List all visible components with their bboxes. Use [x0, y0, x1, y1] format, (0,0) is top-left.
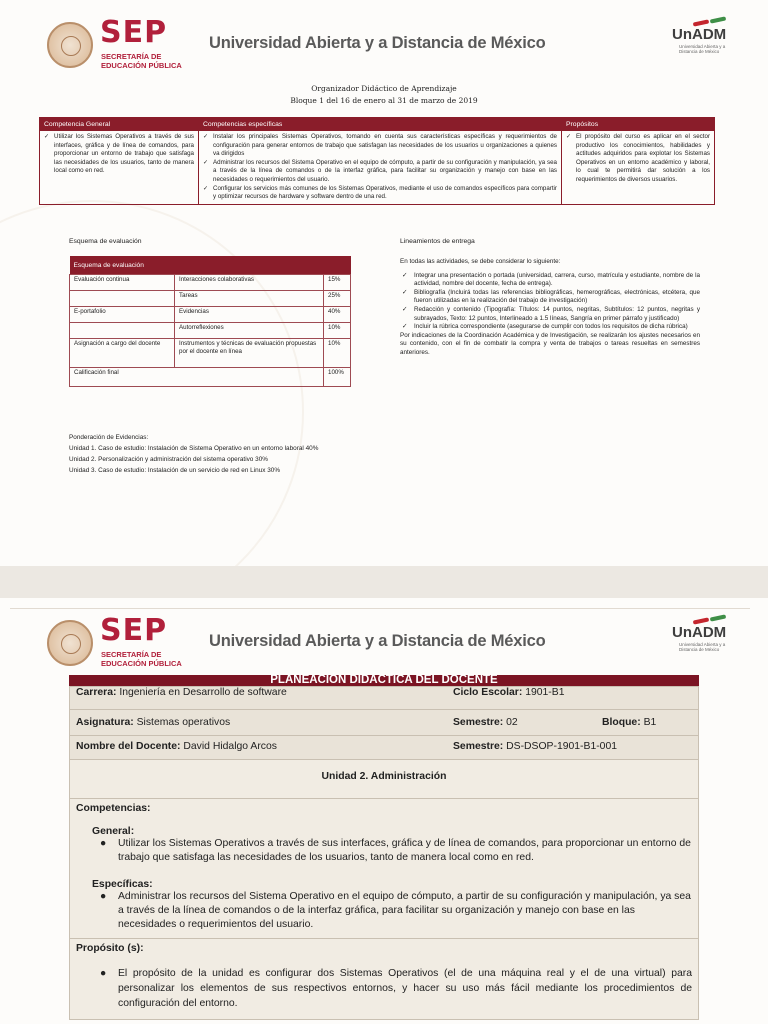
list-item [100, 890, 692, 932]
carrera-label: Carrera: [76, 687, 117, 698]
evaluation-table-header: Esquema de evaluación [70, 256, 351, 275]
sep-sub-line-2: EDUCACIÓN PÚBLICA [101, 61, 182, 70]
checkmark-icon: ✓ [402, 288, 408, 296]
eval-item: Interacciones colaborativas [175, 275, 324, 291]
especifica-item: Administrar los recursos del Sistema Operativo en el equipo de cómputo, a partir de su configuración y manipulación, ya sea a través de la línea de comandos o de la interfaz gráfica, para facilitar su organización y manejo con base en las necesidades o requerimientos del usuario. [213, 158, 557, 183]
page-header [0, 598, 768, 678]
lineamientos-section [400, 258, 700, 358]
especificas-text: Administrar los recursos del Sistema Operativo en el equipo de cómputo, a partir de su configuración y manipulación, ya sea a través de la línea de comandos o de la interfaz gráfica, para facilitar su organización y manejo con base en las necesidades o requerimientos del usuario. [118, 891, 691, 930]
eval-item: Autorreflexiones [175, 323, 324, 339]
general-text: Utilizar los Sistemas Operativos a través de sus interfaces, gráfica y de línea de comandos, para proporcionar un entorno de trabajo que satisfaga las necesidades de los usuarios, tanto de manera local como en red. [118, 838, 691, 863]
university-title: Universidad Abierta y a Distancia de México [209, 632, 546, 650]
lineamientos-title: Lineamientos de entrega [400, 238, 475, 245]
row-competencias [69, 799, 699, 939]
grupo-value: DS-DSOP-1901-B1-001 [506, 741, 618, 752]
especifica-item: Instalar los principales Sistemas Operativos, tomando en cuenta sus características específicas y requerimientos de configuración para generar entornos de trabajo que satisfagan las necesidades de los usuarios u organizaciones a quienes va dirigidos [213, 133, 557, 158]
table-row [70, 291, 351, 307]
lineamientos-note: Por indicaciones de la Coordinación Académica y de Investigación, se realizarán los ajustes necesarios en su contenido, con el fin de combatir la compra y venta de trabajos o tareas resueltas en semestres anteriores. [400, 331, 700, 356]
final-grade-percent: 100% [324, 368, 351, 387]
unadm-sub-2: Distancia de México [679, 647, 720, 652]
evaluation-label: Esquema de evaluación [69, 238, 142, 245]
list-item [100, 966, 692, 1011]
evaluation-table [69, 256, 351, 387]
eval-category: Asignación a cargo del docente [70, 339, 175, 368]
table-row [70, 275, 351, 291]
competencias-label: Competencias: [76, 803, 151, 814]
unadm-swoosh-green-icon [710, 614, 726, 621]
ciclo-value: 1901-B1 [525, 687, 565, 698]
planeacion-title: PLANEACIÓN DIDÁCTICA DEL DOCENTE [69, 675, 699, 686]
checkmark-icon: ✓ [203, 133, 209, 140]
col-header-general: Competencia General [40, 118, 199, 131]
unidad-title: Unidad 2. Administración [321, 771, 447, 782]
lineamiento-text: Incluir la rúbrica correspondiente (asegurarse de cumplir con todos los requisitos de dicha rúbrica) [414, 323, 688, 331]
final-grade-label: Calificación final [70, 368, 324, 387]
eval-category: Evaluación continua [70, 275, 175, 291]
cell-general [40, 131, 199, 205]
grupo-label: Semestre: [453, 741, 504, 752]
page-gap [0, 566, 768, 598]
government-seal-icon [47, 22, 93, 68]
semestre-label: Semestre: [453, 717, 504, 728]
bloque-value: B1 [643, 717, 657, 728]
eval-category [70, 323, 175, 339]
bullet-icon: ● [100, 838, 107, 849]
cell-especificas [199, 131, 562, 205]
list-item [402, 306, 700, 323]
proposito-text: El propósito del curso es aplicar en el sector productivo los conocimientos, habilidades y actitudes adquiridos para explotar los Sistemas Operativos en un entorno académico y laboral, lo cual te permitirá dar solución a los requerimientos de diversos usuarios. [576, 133, 710, 183]
row-docente [69, 736, 699, 760]
unadm-swoosh-green-icon [710, 16, 726, 23]
ponderacion-title: Ponderación de Evidencias: [69, 434, 149, 441]
checkmark-icon: ✓ [203, 158, 209, 166]
eval-percent: 10% [324, 323, 351, 339]
unadm-logo-subtitle [679, 44, 725, 54]
row-carrera [69, 686, 699, 710]
lineamiento-text: Redacción y contenido (Tipografía: Títulos: 14 puntos, negritas, Subtítulos: 12 puntos, negritas y subrayados, Texto: 12 puntos, Interlineado a 1.5 líneas, Sangría en primer párrafo y justificado) [414, 305, 700, 322]
semestre-value: 02 [506, 717, 518, 728]
ponderacion-line: Unidad 2. Personalización y administración del sistema operativo 30% [69, 456, 268, 463]
table-row [70, 307, 351, 323]
checkmark-icon: ✓ [402, 305, 408, 313]
carrera-value: Ingeniería en Desarrollo de software [119, 687, 287, 698]
list-item [100, 837, 692, 865]
col-header-especificas: Competencias específicas [199, 118, 562, 131]
sep-sub-line-1: SECRETARÍA DE [101, 650, 162, 659]
unadm-sub-1: Universidad Abierta y a [679, 44, 726, 49]
sep-logo-text: SEP [100, 15, 168, 50]
eval-category [70, 291, 175, 307]
ponderacion-line: Unidad 1. Caso de estudio: Instalación de Sistema Operativo en un entorno laboral 40% [69, 445, 319, 452]
asignatura-value: Sistemas operativos [136, 717, 231, 728]
sep-logo-subtitle [101, 52, 221, 70]
sep-logo-subtitle [101, 650, 221, 668]
lineamiento-text: Integrar una presentación o portada (universidad, carrera, curso, matrícula y estudiante, nombre de la actividad, nombre del docente, fecha de entrega). [414, 271, 700, 288]
row-asignatura [69, 710, 699, 736]
eval-item: Tareas [175, 291, 324, 307]
checkmark-icon: ✓ [402, 323, 408, 331]
government-seal-icon [47, 620, 93, 666]
bloque-label: Bloque: [602, 717, 641, 728]
especificas-label: Específicas: [92, 879, 153, 890]
unadm-sub-1: Universidad Abierta y a [679, 642, 726, 647]
especifica-item: Configurar los servicios más comunes de los Sistemas Operativos, mediante el uso de comandos específicos para compartir y optimizar recursos de hardware y software dentro de una red. [213, 184, 557, 201]
table-row [70, 368, 351, 387]
unadm-logo-text: UnADM [672, 26, 727, 43]
proposito-text: El propósito de la unidad es configurar dos Sistemas Operativos (el de una máquina real y el de una virtual) para personalizar los elementos de sus respectivos entornos, y hacer su uso más fácil mediante los procedimientos de configuración del entorno. [118, 968, 692, 1009]
planeacion-table [69, 675, 699, 1020]
eval-item: Instrumentos y técnicas de evaluación propuestas por el docente en línea [175, 339, 324, 368]
ponderacion-line: Unidad 3. Caso de estudio: Instalación de un servicio de red en Linux 30% [69, 467, 281, 474]
organizer-heading [0, 83, 768, 107]
bullet-icon: ● [100, 891, 107, 902]
page-header [0, 0, 768, 80]
eval-percent: 15% [324, 275, 351, 291]
checkmark-icon: ✓ [44, 133, 50, 140]
list-item [402, 272, 700, 289]
checkmark-icon: ✓ [566, 133, 572, 140]
proposito-label: Propósito (s): [76, 943, 144, 954]
docente-value: David Hidalgo Arcos [183, 741, 277, 752]
checkmark-icon: ✓ [402, 271, 408, 279]
eval-percent: 10% [324, 339, 351, 368]
checkmark-icon: ✓ [203, 184, 209, 192]
eval-category: E-portafolio [70, 307, 175, 323]
sep-logo-text: SEP [100, 613, 168, 648]
docente-label: Nombre del Docente: [76, 741, 181, 752]
eval-percent: 25% [324, 291, 351, 307]
general-label: General: [92, 826, 135, 837]
organizer-title: Organizador Didáctico de Aprendizaje [311, 84, 457, 93]
table-row [70, 323, 351, 339]
asignatura-label: Asignatura: [76, 717, 134, 728]
lineamientos-intro: En todas las actividades, se debe considerar lo siguiente: [400, 258, 561, 265]
competencias-table [39, 117, 715, 205]
document-page-2 [0, 598, 768, 1024]
eval-item: Evidencias [175, 307, 324, 323]
ciclo-label: Ciclo Escolar: [453, 687, 523, 698]
university-title: Universidad Abierta y a Distancia de México [209, 34, 546, 52]
row-proposito [69, 939, 699, 1020]
list-item [402, 289, 700, 306]
unadm-logo-text: UnADM [672, 624, 727, 641]
sep-sub-line-1: SECRETARÍA DE [101, 52, 162, 61]
lineamiento-text: Bibliografía (Incluirá todas las referencias bibliográficas, hemerográficas, electrónicas, etcétera, que fueron utilizadas en la realización del trabajo de investigación) [414, 288, 700, 305]
bullet-icon: ● [100, 968, 107, 979]
sep-sub-line-2: EDUCACIÓN PÚBLICA [101, 659, 182, 668]
unadm-sub-2: Distancia de México [679, 49, 720, 54]
general-text: Utilizar los Sistemas Operativos a través de sus interfaces, gráfica y de línea de comandos, para proporcionar un entorno de trabajo que satisfaga las necesidades de los usuarios, tanto de manera local como en red. [54, 133, 194, 175]
eval-percent: 40% [324, 307, 351, 323]
cell-proposito [562, 131, 715, 205]
unadm-logo-subtitle [679, 642, 725, 652]
list-item [402, 323, 700, 332]
row-unidad [69, 760, 699, 799]
table-row [70, 339, 351, 368]
ponderacion-section [69, 432, 409, 476]
col-header-propositos: Propósitos [562, 118, 715, 131]
organizer-subtitle: Bloque 1 del 16 de enero al 31 de marzo de 2019 [290, 96, 478, 105]
